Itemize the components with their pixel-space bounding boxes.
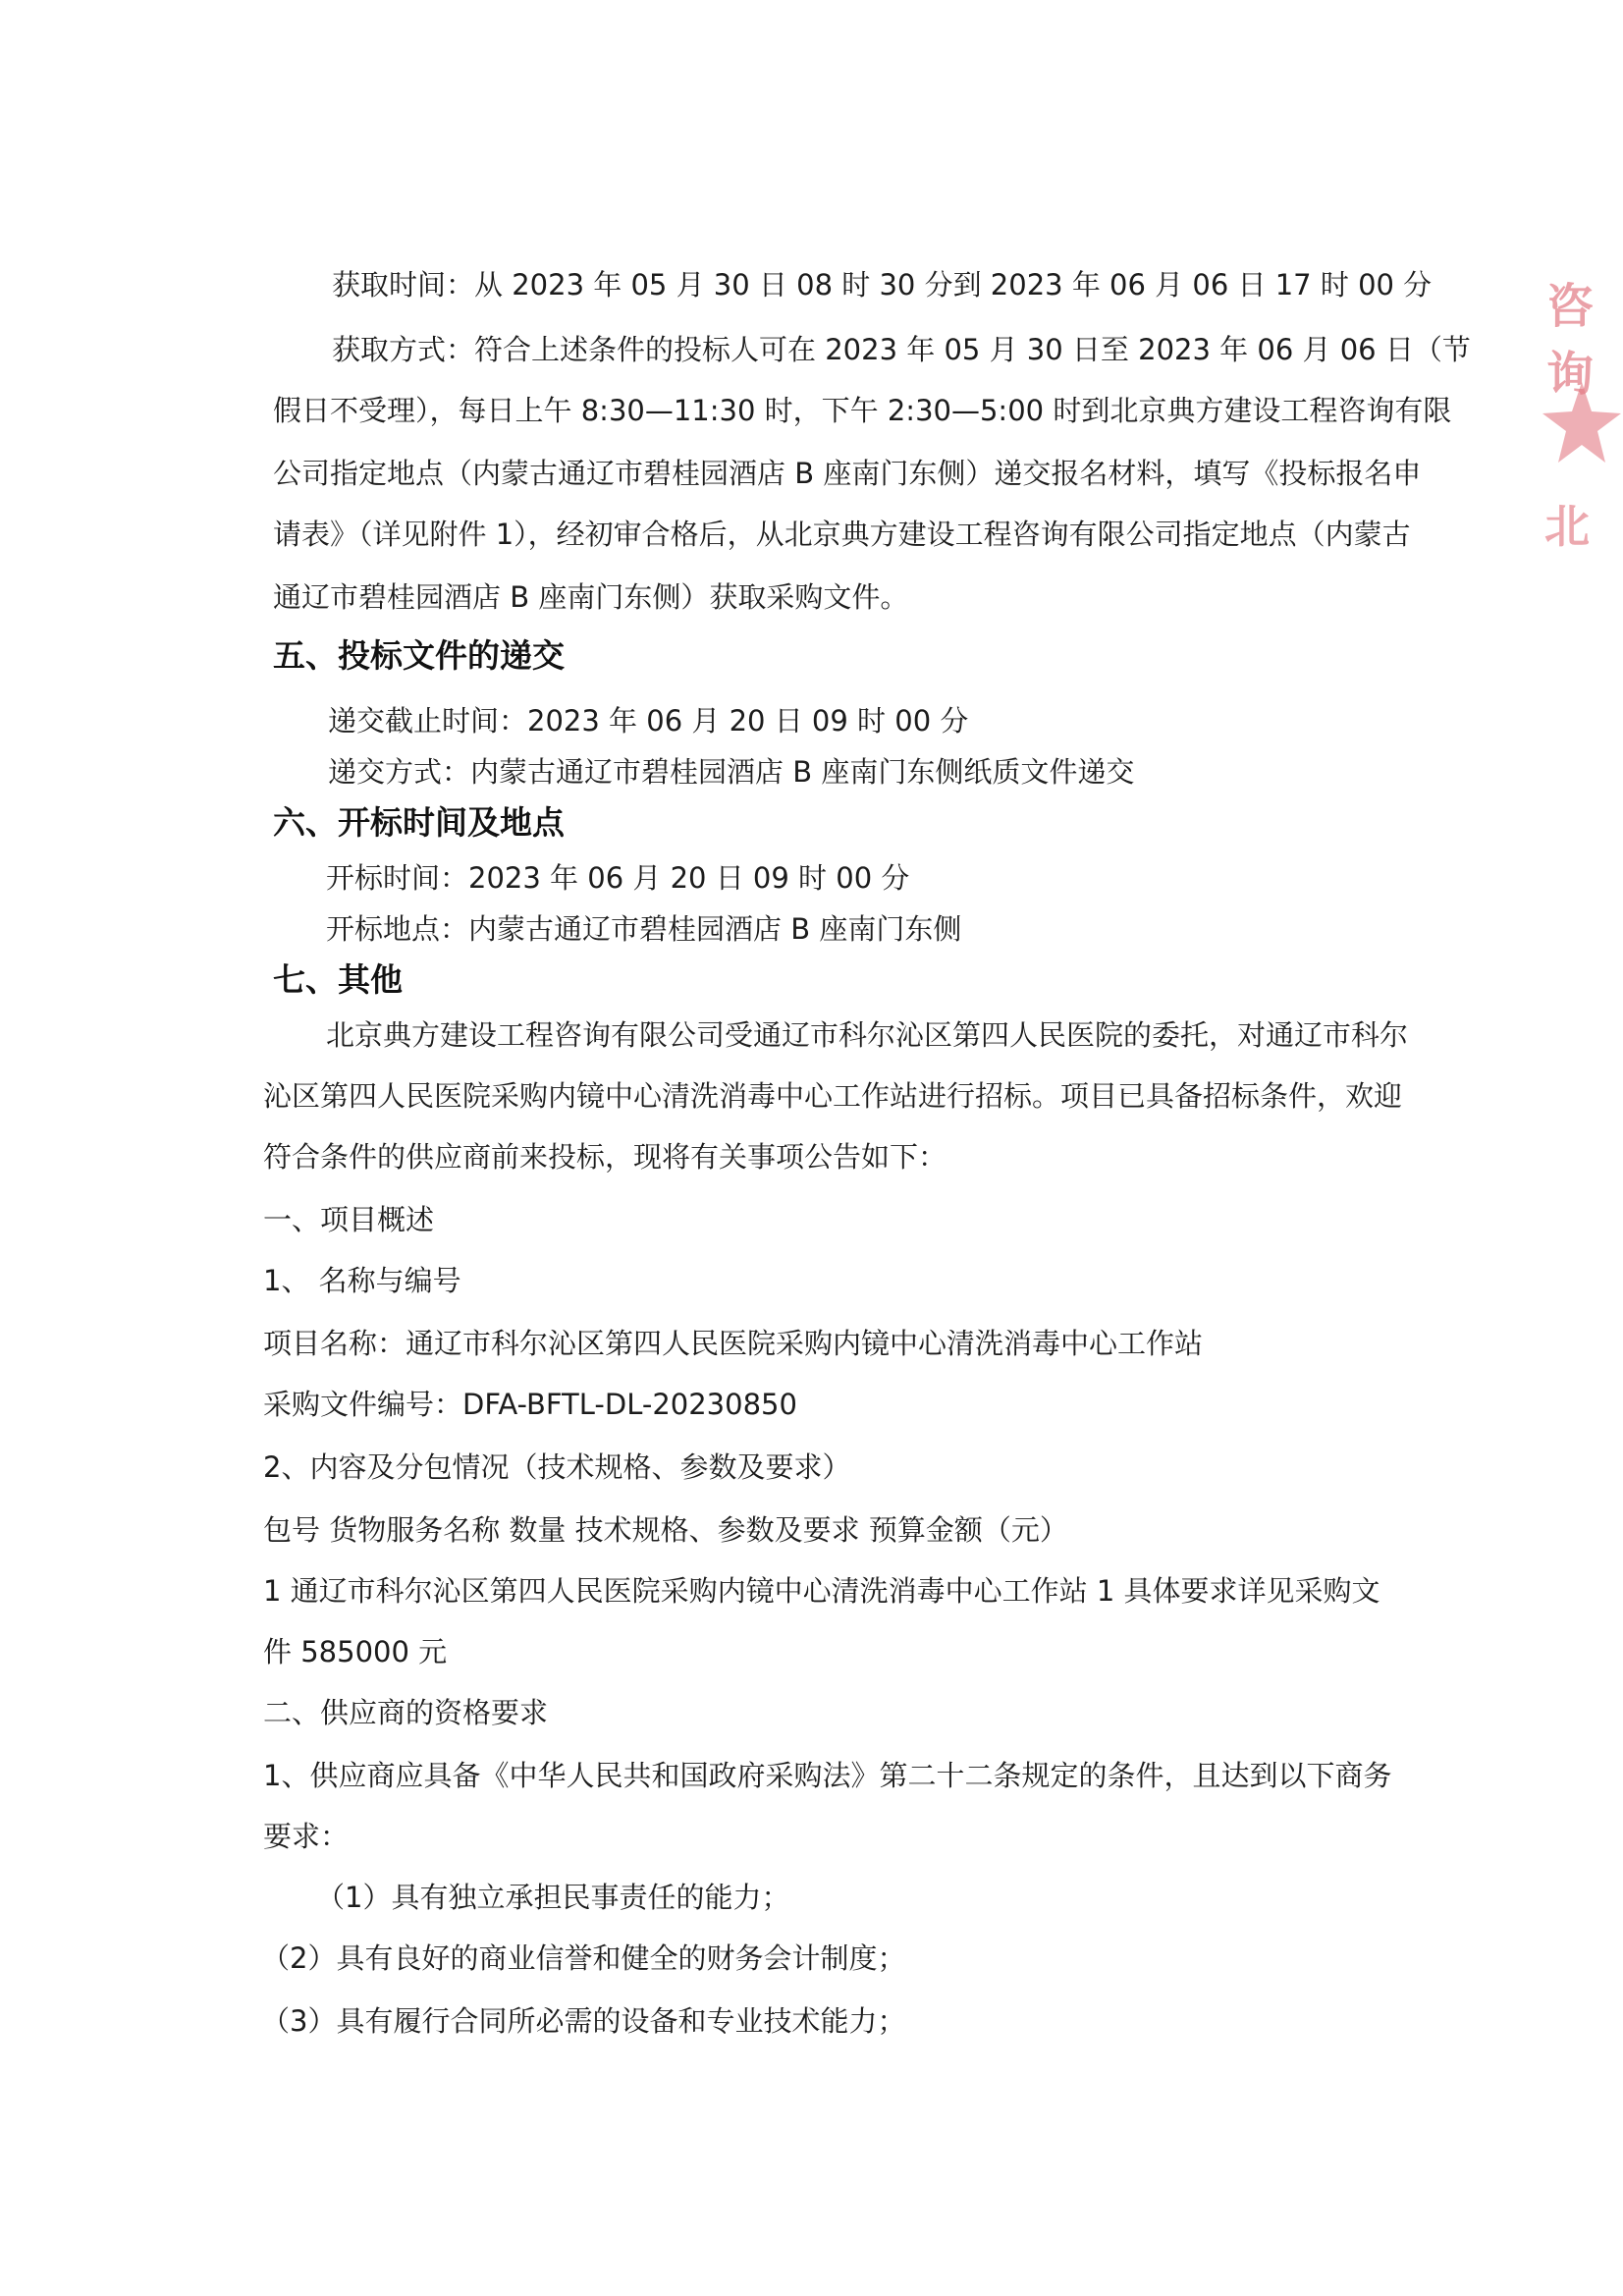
section-heading: 七、其他	[273, 960, 403, 999]
text-line: 1、 名称与编号	[263, 1264, 461, 1297]
text-line: 开标地点：内蒙古通辽市碧桂园酒店 B 座南门东侧	[326, 912, 962, 946]
text-line: 包号 货物服务名称 数量 技术规格、参数及要求 预算金额（元）	[263, 1513, 1068, 1547]
text-line: 递交方式：内蒙古通辽市碧桂园酒店 B 座南门东侧纸质文件递交	[328, 755, 1135, 789]
text-line: （1）具有独立承担民事责任的能力；	[316, 1881, 790, 1914]
text-line: 公司指定地点（内蒙古通辽市碧桂园酒店 B 座南门东侧）递交报名材料，填写《投标报名申	[273, 457, 1422, 490]
text-line: 获取方式：符合上述条件的投标人可在 2023 年 05 月 30 日至 2023 年 06 月 06 日（节	[332, 333, 1471, 366]
section-heading: 六、开标时间及地点	[273, 803, 565, 842]
text-line: （2）具有良好的商业信誉和健全的财务会计制度；	[261, 1941, 906, 1975]
text-line: 件 585000 元	[263, 1635, 448, 1668]
star-icon	[1542, 378, 1621, 466]
text-line: 1 通辽市科尔沁区第四人民医院采购内镜中心清洗消毒中心工作站 1 具体要求详见采购文	[263, 1574, 1380, 1608]
text-line: 项目名称：通辽市科尔沁区第四人民医院采购内镜中心清洗消毒中心工作站	[263, 1327, 1204, 1360]
text-line: 二、供应商的资格要求	[263, 1696, 549, 1729]
text-line: 符合条件的供应商前来投标，现将有关事项公告如下：	[263, 1140, 947, 1174]
text-line: 假日不受理），每日上午 8:30—11:30 时，下午 2:30—5:00 时到北京典方建设工程咨询有限	[273, 394, 1452, 427]
text-line: 一、项目概述	[263, 1203, 435, 1236]
text-line: 开标时间：2023 年 06 月 20 日 09 时 00 分	[326, 861, 910, 895]
text-line: 请表》（详见附件 1），经初审合格后，从北京典方建设工程咨询有限公司指定地点（内蒙古	[273, 518, 1411, 551]
text-line: 递交截止时间：2023 年 06 月 20 日 09 时 00 分	[328, 704, 969, 738]
text-line: （3）具有履行合同所必需的设备和专业技术能力；	[261, 2004, 906, 2038]
text-line: 采购文件编号：DFA-BFTL-DL-20230850	[263, 1388, 797, 1421]
text-line: 通辽市碧桂园酒店 B 座南门东侧）获取采购文件。	[273, 580, 909, 614]
text-line: 1、供应商应具备《中华人民共和国政府采购法》第二十二条规定的条件，且达到以下商务	[263, 1759, 1392, 1792]
text-line: 北京典方建设工程咨询有限公司受通辽市科尔沁区第四人民医院的委托，对通辽市科尔	[326, 1018, 1409, 1052]
text-line: 沁区第四人民医院采购内镜中心清洗消毒中心工作站进行招标。项目已具备招标条件，欢迎	[263, 1079, 1403, 1113]
text-line: 要求：	[263, 1820, 350, 1853]
section-heading: 五、投标文件的递交	[273, 636, 565, 675]
seal-stamp: 咨询 北	[1535, 250, 1623, 584]
text-line: 获取时间：从 2023 年 05 月 30 日 08 时 30 分到 2023 年 06 月 06 日 17 时 00 分	[332, 268, 1433, 301]
text-line: 2、内容及分包情况（技术规格、参数及要求）	[263, 1450, 851, 1484]
